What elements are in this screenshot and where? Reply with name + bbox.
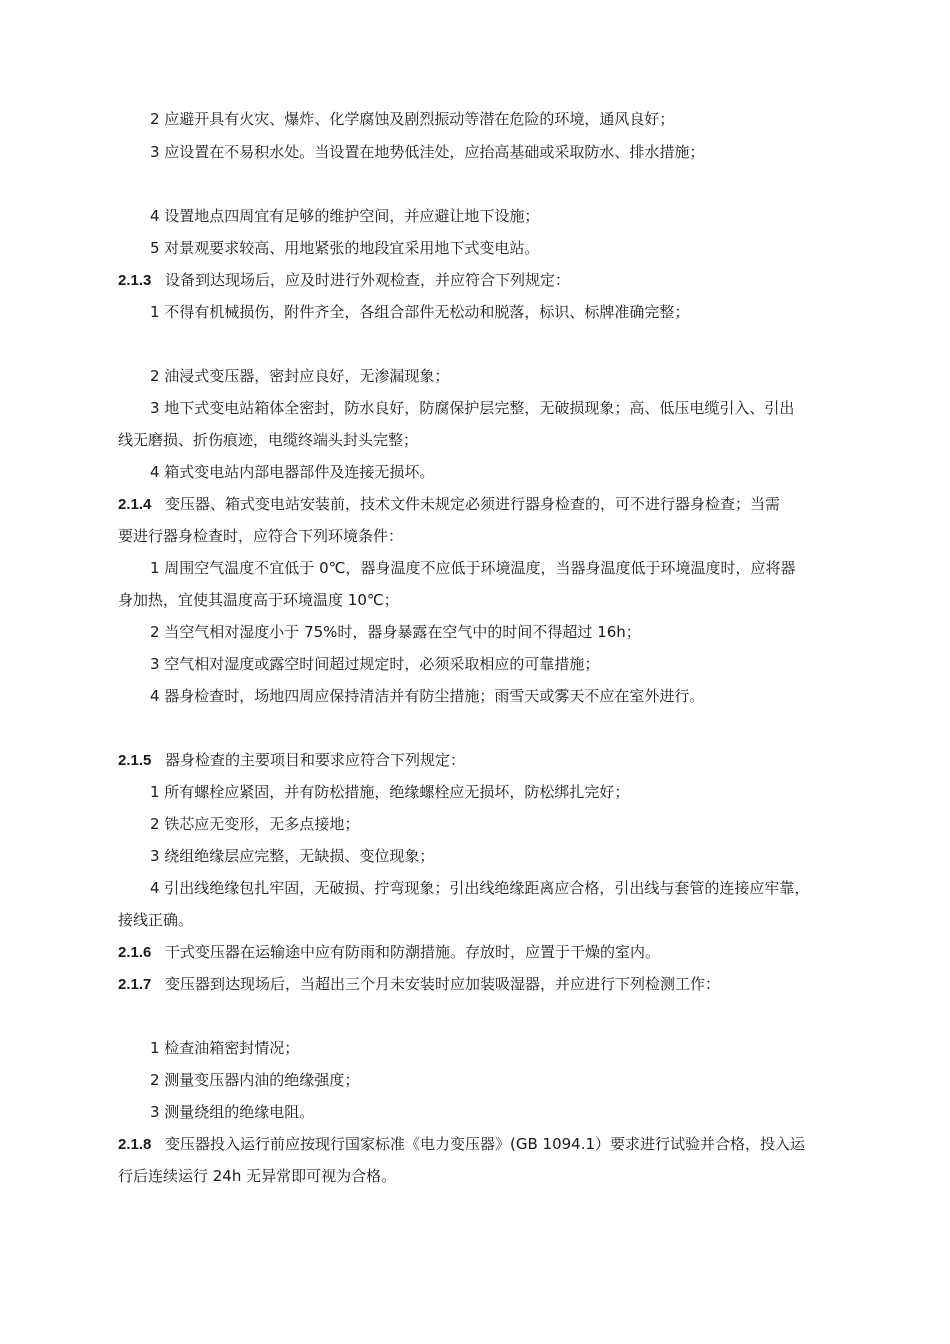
paragraph-line: 4 器身检查时，场地四周应保持清洁并有防尘措施；雨雪天或雾天不应在室外进行。 [150, 687, 705, 705]
clause-line: 2.1.3 设备到达现场后，应及时进行外观检查，并应符合下列规定： [118, 269, 878, 292]
paragraph-line: 2 油浸式变压器，密封应良好，无渗漏现象； [150, 367, 450, 385]
clause-line: 2.1.4 变压器、箱式变电站安装前，技术文件未规定必须进行器身检查的，可不进行器身检查；当需 [118, 493, 878, 516]
clause-number: 2.1.4 [118, 496, 152, 513]
clause-line: 2.1.5 器身检查的主要项目和要求应符合下列规定： [118, 749, 878, 772]
paragraph-line: 5 对景观要求较高、用地紧张的地段宜采用地下式变电站。 [150, 239, 540, 257]
paragraph-line: 3 空气相对湿度或露空时间超过规定时，必须采取相应的可靠措施； [150, 655, 600, 673]
paragraph-line: 2 应避开具有火灾、爆炸、化学腐蚀及剧烈振动等潜在危险的环境，通风良好； [150, 110, 675, 128]
paragraph-line: 4 箱式变电站内部电器部件及连接无损坏。 [150, 463, 435, 481]
paragraph-line: 1 不得有机械损伤，附件齐全，各组合部件无松动和脱落，标识、标牌准确完整； [150, 303, 690, 321]
paragraph-line: 2 铁芯应无变形，无多点接地； [150, 815, 360, 833]
paragraph-line: 4 设置地点四周宜有足够的维护空间，并应避让地下设施； [150, 207, 540, 225]
paragraph-line: 1 所有螺栓应紧固，并有防松措施，绝缘螺栓应无损坏，防松绑扎完好； [150, 783, 630, 801]
paragraph-line: 接线正确。 [118, 911, 194, 929]
clause-number: 2.1.5 [118, 752, 152, 769]
paragraph-line: 1 检查油箱密封情况； [150, 1039, 300, 1057]
paragraph-line: 线无磨损、折伤痕迹，电缆终端头封头完整； [118, 431, 419, 449]
paragraph-line: 3 测量绕组的绝缘电阻。 [150, 1103, 315, 1121]
clause-line: 2.1.6 干式变压器在运输途中应有防雨和防潮措施。存放时，应置于干燥的室内。 [118, 941, 878, 964]
clause-line: 2.1.8 变压器投入运行前应按现行国家标准《电力变压器》(GB 1094.1）要求进行试验并合格，投入运 [118, 1133, 878, 1156]
paragraph-line: 4 引出线绝缘包扎牢固，无破损、拧弯现象；引出线绝缘距离应合格，引出线与套管的连接应牢靠， [150, 879, 810, 897]
paragraph-line: 身加热，宜使其温度高于环境温度 10℃； [118, 591, 399, 609]
paragraph-line: 1 周围空气温度不宜低于 0℃，器身温度不应低于环境温度，当器身温度低于环境温度时，应将器 [150, 559, 796, 577]
clause-line: 2.1.7 变压器到达现场后，当超出三个月未安装时应加装吸湿器，并应进行下列检测工作： [118, 973, 878, 996]
clause-number: 2.1.6 [118, 944, 152, 961]
paragraph-line: 3 地下式变电站箱体全密封，防水良好，防腐保护层完整，无破损现象；高、低压电缆引入、引出 [150, 399, 795, 417]
paragraph-line: 行后连续运行 24h 无异常即可视为合格。 [118, 1167, 397, 1185]
paragraph-line: 3 绕组绝缘层应完整，无缺损、变位现象； [150, 847, 435, 865]
clause-number: 2.1.7 [118, 976, 152, 993]
paragraph-line: 2 当空气相对湿度小于 75%时，器身暴露在空气中的时间不得超过 16h； [150, 623, 641, 641]
paragraph-line: 要进行器身检查时，应符合下列环境条件： [118, 527, 404, 545]
paragraph-line: 2 测量变压器内油的绝缘强度； [150, 1071, 360, 1089]
clause-number: 2.1.3 [118, 272, 152, 289]
paragraph-line: 3 应设置在不易积水处。当设置在地势低洼处，应抬高基础或采取防水、排水措施； [150, 143, 705, 161]
clause-number: 2.1.8 [118, 1136, 152, 1153]
